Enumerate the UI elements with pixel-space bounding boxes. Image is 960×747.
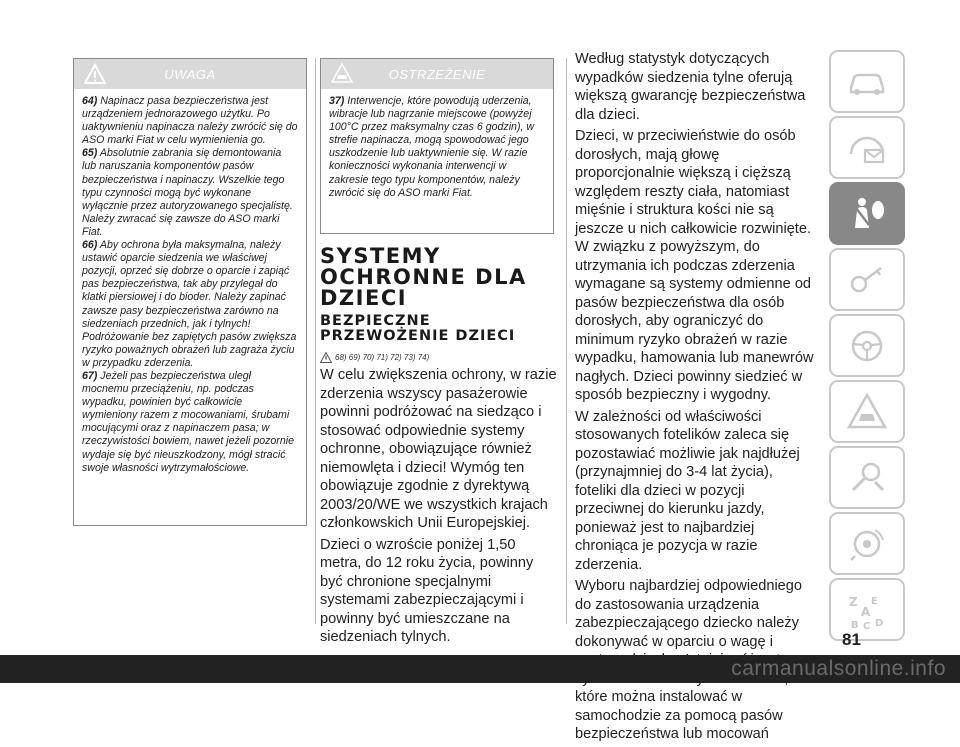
warning-item: 67) Jeżeli pas bezpieczeństwa uległ mocnemu przeciążeniu, np. podczas wypadku, powinien być całkowicie wymieniony razem z mocowaniami, śrubami mocującymi oraz z napinaczem pasa; w rzeczywistości bowiem, nawet jeżeli pozornie wydaje się być nieuszkodzony, mógł stracić swoje własności wytrzymałościowe.: [82, 369, 294, 474]
caution-box-title: OSTRZEŻENIE: [388, 66, 486, 82]
caution-box-ostrzezenie: [320, 58, 554, 234]
column-divider: [566, 58, 567, 624]
reference-numbers: 68) 69) 70) 71) 72) 73) 74): [335, 353, 430, 362]
warning-item: 66) Aby ochrona była maksymalna, należy ustawić oparcie siedzenia we właściwej pozycji, oprzeć się dobrze o oparcie i zapiąć pas bezpieczeństwa, tak aby przylegał do klatki piersiowej i do bioder. Należy zapinać zawsze pasy bezpieczeństwa zarówno na siedzeniach przednich, jak i tylnych! Podróżowanie bez zapiętych pasów zwiększa ryzyko poważnych obrażeń lub zagraża życiu w przypadku zderzenia.: [82, 239, 297, 369]
seatbelt-airbag-icon: [845, 192, 889, 236]
caution-item: 37) Interwencje, które powodują uderzenia, wibracje lub nagrzanie miejscowe (powyżej 100°C przez maksymalny czas 6 godzin), w strefie napinacza, mogą spowodować jego uszkodzenie lub uaktywnienie się. W razie konieczności wykonania interwencji w zakresie tego typu komponentów, należy zwrócić się do ASO marki Fiat.: [329, 95, 535, 199]
steering-wheel-icon: [845, 324, 889, 368]
right-body-text: [575, 50, 817, 747]
paragraph: W zależności od właściwości stosowanych fotelików zaleca się pozostawiać możliwie jak najdłużej (przynajmniej do 3-4 lat życia), foteliki dla dzieci w pozycji przeciwnej do kierunku jazdy, ponieważ jest to najbardziej chroniąca je pozycja w razie zderzenia.: [575, 408, 800, 573]
car-icon: [845, 60, 889, 104]
warning-box-header: [74, 59, 306, 89]
warning-box-uwaga: [73, 58, 307, 526]
note-ref-icon: [320, 352, 332, 363]
paragraph: Według statystyk dotyczących wypadków siedzenia tylne oferują większą gwarancję bezpieczeństwa dla dzieci.: [575, 51, 806, 123]
tab-safety[interactable]: [829, 182, 905, 245]
svg-text:E: E: [871, 595, 878, 607]
tab-emergency[interactable]: [829, 380, 905, 443]
warning-item: 64) Napinacz pasa bezpieczeństwa jest urządzeniem jednorazowego użytku. Po uaktywnieniu napinacza należy zwrócić się do ASO marki Fiat w celu wymienienia go.: [82, 95, 298, 147]
chapter-tabs: [829, 50, 905, 644]
maintenance-wrench-icon: [845, 456, 889, 500]
svg-text:D: D: [875, 617, 884, 629]
reference-notes: [320, 352, 429, 363]
svg-text:B: B: [851, 619, 859, 631]
paragraph: Wyboru najbardziej odpowiedniego do zastosowania urządzenia zabezpieczającego dziecko należy dokonywać w oparciu o wagę i które można instalować w samochodzie za pomocą pasów bezpieczeństwa lub mocowań: [575, 578, 803, 742]
key-icon: [845, 258, 889, 302]
footer-bar: [0, 655, 960, 683]
paragraph: Dzieci, w przeciwieństwie do osób dorosłych, mają głowę proporcjonalnie większą i cięższą względem reszty ciała, natomiast mięśnie i struktura kości nie są jeszcze u nich całkowicie rozwinięte. W związku z powyższym, do utrzymania ich podczas zderzenia wymagane są systemy odmienne od pasów bezpieczeństwa dla osób dorosłych, aby ograniczyć do minimum ryzyko obrażeń w razie wypadku, hamowania lub manewrów nagłych. Dzieci powinny siedzieć w sposób bezpieczny i wygodny.: [575, 128, 814, 403]
svg-text:C: C: [863, 620, 871, 632]
middle-body-text: [320, 366, 560, 650]
warning-item: 65) Absolutnie zabrania się demontowania lub naruszania komponentów pasów bezpieczeństwa i napinaczy. Wszelkie tego typu czynności mogą być wykonane wyłącznie przez autoryzowanego specjalistę. Należy zwracać się zawsze do ASO marki Fiat.: [82, 147, 293, 238]
tab-maintenance[interactable]: [829, 446, 905, 509]
dashboard-envelope-icon: [845, 126, 889, 170]
subsection-title: BEZPIECZNE PRZEWOŻENIE DZIECI: [320, 313, 516, 344]
section-title: SYSTEMY OCHRONNE DLA DZIECI: [320, 244, 527, 310]
footer-watermark: carmanualsonline.info: [731, 657, 946, 680]
caution-box-body: [321, 89, 553, 208]
warning-box-body: [74, 89, 306, 483]
svg-text:Z: Z: [849, 594, 858, 609]
tab-index[interactable]: [829, 578, 905, 641]
paragraph: W celu zwiększenia ochrony, w razie zderzenia wszyscy pasażerowie powinni podróżować na siedząco i stosować odpowiednie systemy ochronne, obowiązujące również niemowlęta i dzieci! Wymóg ten obowiązuje zgodnie z dyrektywą 2003/20/WE we wszystkich krajach członkowskich Unii Europejskiej.: [320, 367, 557, 531]
caution-box-header: [321, 59, 553, 89]
alphabetical-index-icon: [845, 588, 889, 632]
tab-dashboard[interactable]: [829, 116, 905, 179]
tab-car[interactable]: [829, 50, 905, 113]
paragraph: Dzieci o wzroście poniżej 1,50 metra, do 12 roku życia, powinny być chronione specjalnymi systemami zabezpieczającymi i powinny być umieszczane na siedzeniach tylnych.: [320, 536, 534, 645]
tab-starting[interactable]: [829, 248, 905, 311]
svg-text:A: A: [861, 604, 871, 619]
warning-box-title: UWAGA: [164, 66, 216, 82]
page-number: 81: [842, 630, 861, 649]
warning-triangle-icon: [84, 63, 106, 85]
column-divider: [315, 58, 316, 624]
warning-car-icon: [845, 390, 889, 434]
tab-technical[interactable]: [829, 512, 905, 575]
car-caution-icon: [331, 63, 353, 85]
technical-data-icon: [845, 522, 889, 566]
tab-driving[interactable]: [829, 314, 905, 377]
